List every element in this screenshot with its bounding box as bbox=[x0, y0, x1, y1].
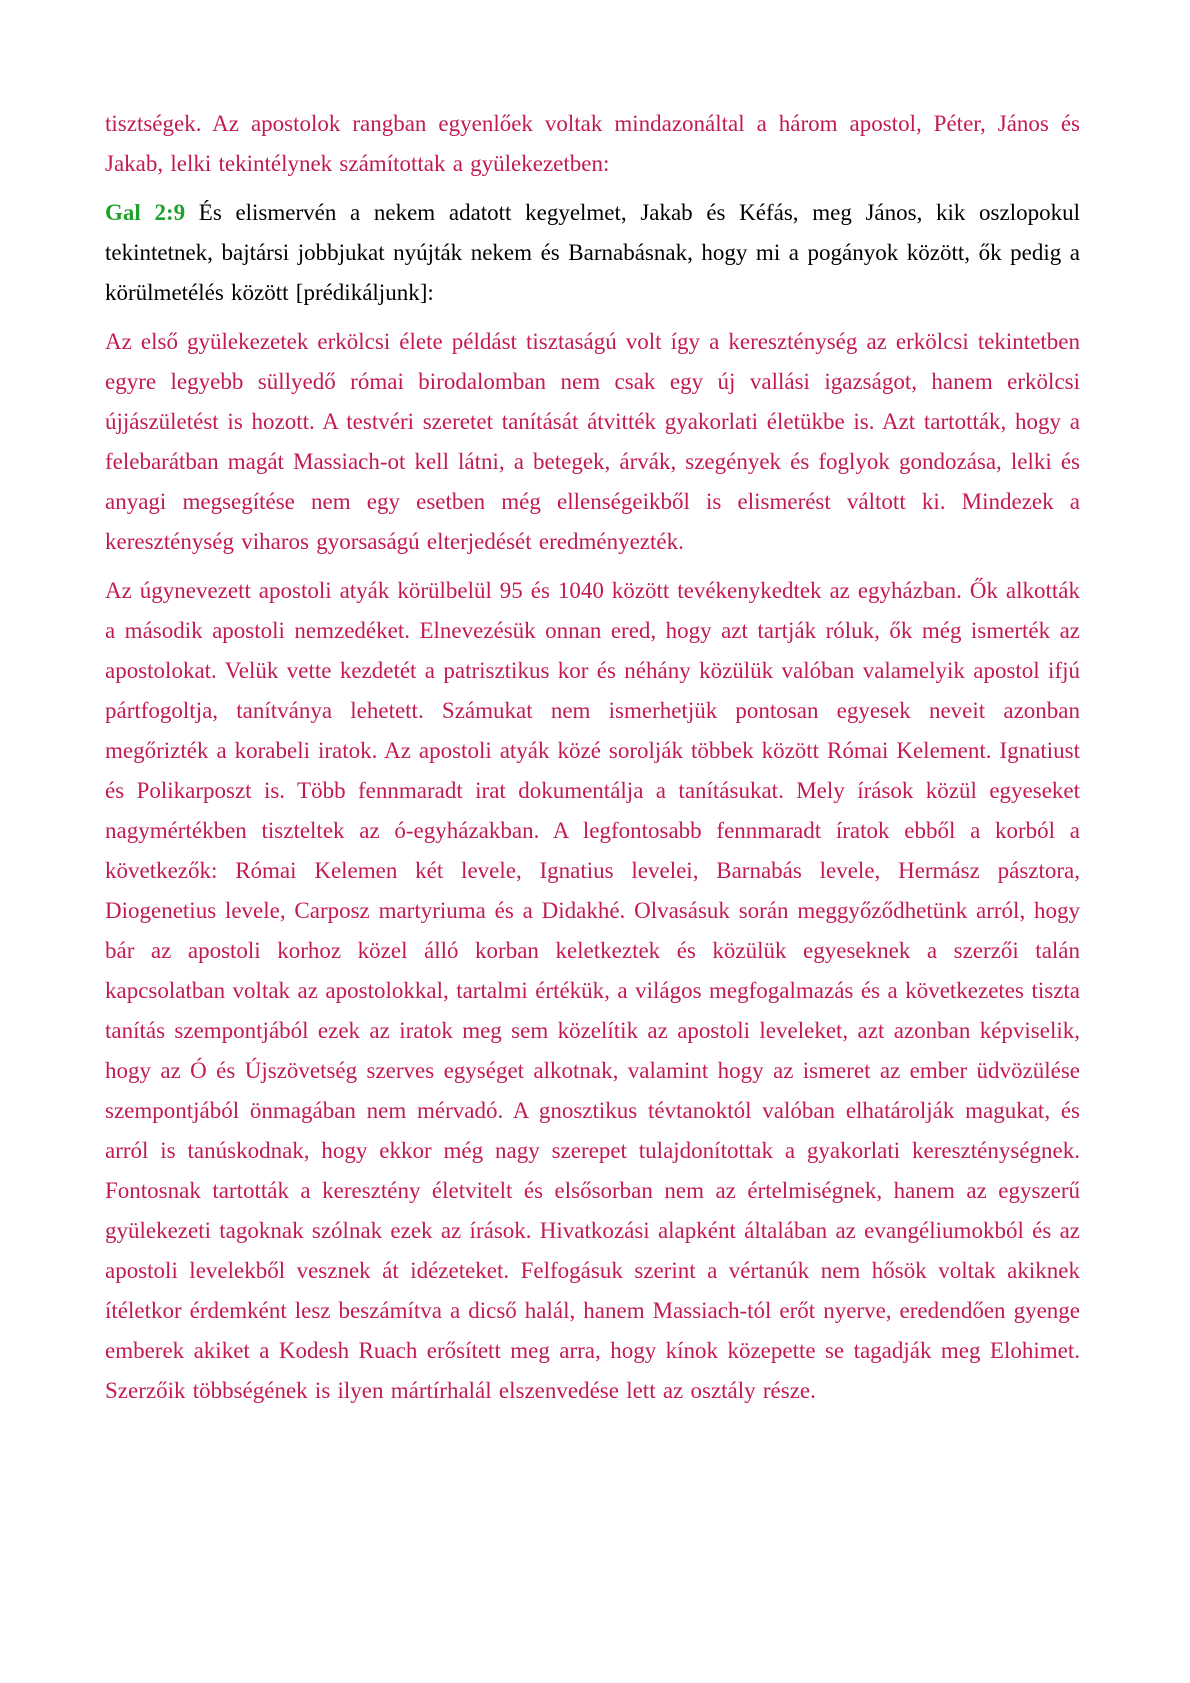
paragraph-early-church: Az első gyülekezetek erkölcsi élete példást tisztaságú volt így a kereszténység az erkölcsi tekintetben egyre legyebb süllyedő római birodalomban nem csak egy új vallási igazságot, hanem erkölcsi újjászületést is hozott. A testvéri szeretet tanítását átvitték gyakorlati életükbe is. Azt tartották, hogy a felebarátban magát Massiach-ot kell látni, a betegek, árvák, szegények és foglyok gondozása, lelki és anyagi megsegítése nem egy esetben még ellenségeikből is elismerést váltott ki. Mindezek a kereszténység viharos gyorsaságú elterjedését eredményezték. bbox=[105, 329, 1080, 554]
verse-reference: Gal 2:9 bbox=[105, 200, 186, 225]
paragraph-intro: tisztségek. Az apostolok rangban egyenlőek voltak mindazonáltal a három apostol, Péter, János és Jakab, lelki tekintélynek számítottak a gyülekezetben: bbox=[105, 111, 1080, 176]
paragraph-apostolic-fathers: Az úgynevezett apostoli atyák körülbelül 95 és 1040 között tevékenykedtek az egyházban. Ők alkották a második apostoli nemzedéket. Elnevezésük onnan ered, hogy azt tartják róluk, ők még ismerték az apostolokat. Velük vette kezdetét a patrisztikus kor és néhány közülük valóban valamelyik apostol ifjú pártfogoltja, tanítványa lehetett. Számukat nem ismerhetjük pontosan egyesek neveit azonban megőrizték a korabeli iratok. Az apostoli atyák közé sorolják többek között Római Kelement. Ignatiust és Polikarposzt is. Több fennmaradt irat dokumentálja a tanításukat. Mely írások közül egyeseket nagymértékben tiszteltek az ó-egyházakban. A legfontosabb fennmaradt íratok ebből a korból a következők: Római Kelemen két levele, Ignatius levelei, Barnabás levele, Hermász pásztora, Diogenetius levele, Carposz martyriuma és a Didakhé. Olvasásuk során meggyőződhetünk arról, hogy bár az apostoli korhoz közel álló korban keletkeztek és közülük egyeseknek a szerzői talán kapcsolatban voltak az apostolokkal, tartalmi értékük, a világos megfogalmazás és a következetes tiszta tanítás szempontjából ezek az iratok meg sem közelítik az apostoli leveleket, azt azonban képviselik, hogy az Ó és Újszövetség szerves egységet alkotnak, valamint hogy az ismeret az ember üdvözülése szempontjából önmagában nem mérvadó. A gnosztikus tévtanoktól valóban elhatárolják magukat, és arról is tanúskodnak, hogy ekkor még nagy szerepet tulajdonítottak a gyakorlati kereszténységnek. Fontosnak tartották a keresztény életvitelt és elsősorban nem az értelmiségnek, hanem az egyszerű gyülekezeti tagoknak szólnak ezek az írások. Hivatkozási alapként általában az evangéliumokból és az apostoli levelekből vesznek át idézeteket. Felfogásuk szerint a vértanúk nem hősök voltak akiknek ítéletkor érdemként lesz beszámítva a dicső halál, hanem Massiach-tól erőt nyerve, eredendően gyenge emberek akiket a Kodesh Ruach erősített meg arra, hogy kínok közepette se tagadják meg Elohimet. Szerzőik többségének is ilyen mártírhalál elszenvedése lett az osztály része. bbox=[105, 578, 1080, 1403]
verse-text: És elismervén a nekem adatott kegyelmet, Jakab és Kéfás, meg János, kik oszlopokul tekintetnek, bajtársi jobbjukat nyújták nekem és Barnabásnak, hogy mi a pogányok között, ők pedig a körülmetélés között [prédikáljunk]: bbox=[105, 200, 1080, 305]
paragraph-verse bbox=[105, 193, 1080, 313]
